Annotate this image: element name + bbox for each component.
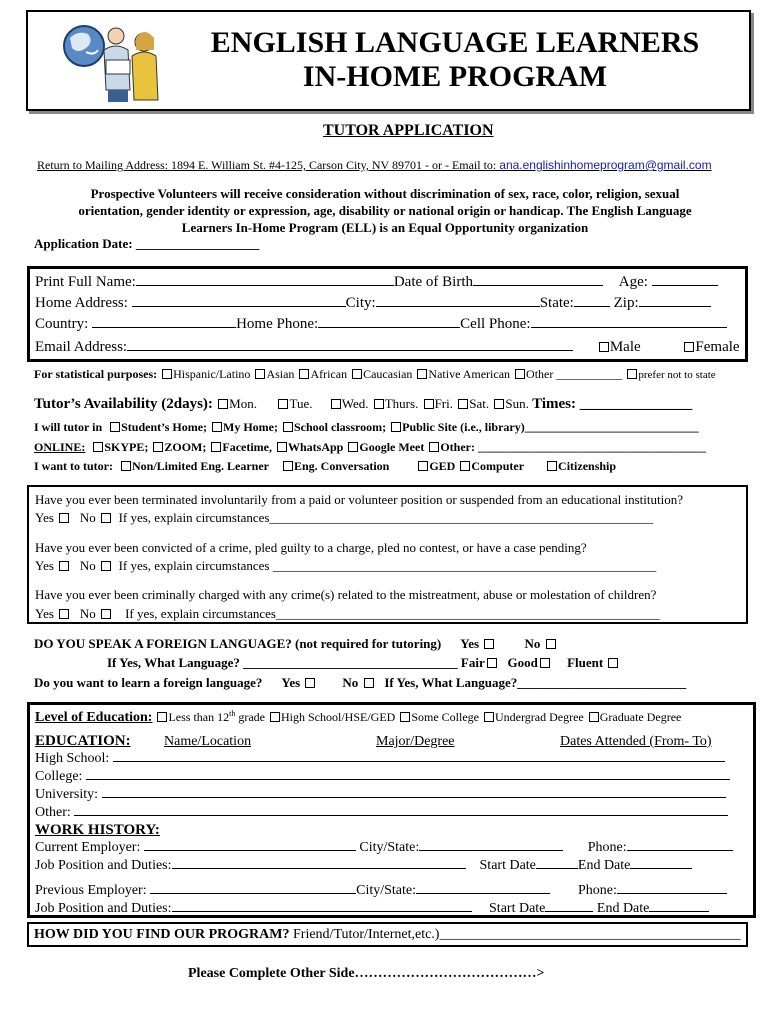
col-dates-attended: Dates Attended (From- To) xyxy=(560,734,712,749)
previous-position-row[interactable]: Job Position and Duties: Start Date End Date xyxy=(35,901,709,917)
fair-checkbox[interactable] xyxy=(487,658,497,668)
caucasian-checkbox[interactable] xyxy=(352,369,362,379)
thurs-checkbox[interactable] xyxy=(374,399,384,409)
undergrad-checkbox[interactable] xyxy=(484,712,494,722)
zoom-checkbox[interactable] xyxy=(153,442,163,452)
non-limited-checkbox[interactable] xyxy=(121,461,131,471)
skype-checkbox[interactable] xyxy=(93,442,103,452)
personal-row-4: Email Address: Male Female xyxy=(35,339,740,355)
statistical-row: For statistical purposes: Hispanic/Latino Asian African Caucasian Native American Other ___________ prefer not to state xyxy=(34,367,716,381)
page-title: ENGLISH LANGUAGE LEARNERS IN-HOME PROGRAM xyxy=(210,26,700,93)
logo-icon xyxy=(58,20,176,104)
ged-checkbox[interactable] xyxy=(418,461,428,471)
fluent-checkbox[interactable] xyxy=(608,658,618,668)
previous-employer-row[interactable]: Previous Employer: City/State: Phone: xyxy=(35,883,727,899)
african-checkbox[interactable] xyxy=(299,369,309,379)
learn-no-checkbox[interactable] xyxy=(364,678,374,688)
question-1: Have you ever been terminated involuntarily from a paid or volunteer position or suspended from an educational institution? Yes No If yes, explain circumstances___________________________________________________________ xyxy=(35,492,684,525)
availability-row: Tutor’s Availability (2days): Mon. Tue. Wed. Thurs. Fri. Sat. Sun. Times: _______________ xyxy=(34,396,693,412)
some-college-checkbox[interactable] xyxy=(400,712,410,722)
high-school-row[interactable]: High School: xyxy=(35,751,725,767)
hispanic-checkbox[interactable] xyxy=(162,369,172,379)
students-home-checkbox[interactable] xyxy=(110,422,120,432)
foreign-language-row: DO YOU SPEAK A FOREIGN LANGUAGE? (not required for tutoring) Yes No xyxy=(34,636,557,652)
q3-yes-checkbox[interactable] xyxy=(59,609,69,619)
q1-yes-checkbox[interactable] xyxy=(59,513,69,523)
online-row: ONLINE: SKYPE; ZOOM; Facetime, WhatsApp Google Meet Other: ______________________________________ xyxy=(34,440,706,454)
female-checkbox[interactable] xyxy=(684,342,694,352)
asian-checkbox[interactable] xyxy=(255,369,265,379)
graduate-checkbox[interactable] xyxy=(589,712,599,722)
university-row[interactable]: University: xyxy=(35,787,726,803)
my-home-checkbox[interactable] xyxy=(212,422,222,432)
sat-checkbox[interactable] xyxy=(458,399,468,409)
question-2: Have you ever been convicted of a crime, pled guilty to a charge, pled no contest, or have a case pending? Yes No If yes, explain circumstances ___________________________________________________________ xyxy=(35,540,657,573)
return-address xyxy=(37,158,712,173)
other-online-checkbox[interactable] xyxy=(429,442,439,452)
native-american-checkbox[interactable] xyxy=(417,369,427,379)
other-race-checkbox[interactable] xyxy=(515,369,525,379)
learn-language-row: Do you want to learn a foreign language? Yes No If Yes, What Language?__________________________ xyxy=(34,675,687,690)
q2-yes-checkbox[interactable] xyxy=(59,561,69,571)
footer-note: Please Complete Other Side…………………………………> xyxy=(188,966,545,981)
facetime-checkbox[interactable] xyxy=(211,442,221,452)
personal-row-2: Home Address: City: State: Zip: xyxy=(35,295,711,312)
high-school-checkbox[interactable] xyxy=(270,712,280,722)
fri-checkbox[interactable] xyxy=(424,399,434,409)
male-checkbox[interactable] xyxy=(599,342,609,352)
whatsapp-checkbox[interactable] xyxy=(277,442,287,452)
language-level-row: If Yes, What Language? _________________________________ Fair Good Fluent xyxy=(107,655,619,671)
q2-no-checkbox[interactable] xyxy=(101,561,111,571)
college-row[interactable]: College: xyxy=(35,769,730,785)
col-major-degree: Major/Degree xyxy=(376,734,455,749)
work-history-heading: WORK HISTORY: xyxy=(35,822,160,838)
speak-no-checkbox[interactable] xyxy=(546,639,556,649)
public-site-checkbox[interactable] xyxy=(391,422,401,432)
personal-row-3: Country: Home Phone: Cell Phone: xyxy=(35,316,727,333)
eng-conversation-checkbox[interactable] xyxy=(283,461,293,471)
personal-row-1: Print Full Name: Date of Birth Age: xyxy=(35,274,718,291)
citizenship-checkbox[interactable] xyxy=(547,461,557,471)
application-date[interactable]: Application Date: ___________________ xyxy=(34,236,260,251)
good-checkbox[interactable] xyxy=(540,658,550,668)
col-name-location: Name/Location xyxy=(164,734,252,749)
form-subtitle: TUTOR APPLICATION xyxy=(323,122,494,139)
speak-yes-checkbox[interactable] xyxy=(484,639,494,649)
education-heading: EDUCATION: xyxy=(35,733,131,749)
learn-yes-checkbox[interactable] xyxy=(305,678,315,688)
wed-checkbox[interactable] xyxy=(331,399,341,409)
school-classroom-checkbox[interactable] xyxy=(283,422,293,432)
current-position-row[interactable]: Job Position and Duties: Start Date End Date xyxy=(35,858,692,874)
tue-checkbox[interactable] xyxy=(278,399,288,409)
sun-checkbox[interactable] xyxy=(494,399,504,409)
tutor-type-row: I want to tutor: Non/Limited Eng. Learner Eng. Conversation GED Computer Citizenship xyxy=(34,459,617,473)
find-program-row[interactable]: HOW DID YOU FIND OUR PROGRAM? Friend/Tutor/Internet,etc.)___________________________________________ xyxy=(34,927,741,942)
prefer-not-checkbox[interactable] xyxy=(627,369,637,379)
mon-checkbox[interactable] xyxy=(218,399,228,409)
eeo-notice: Prospective Volunteers will receive consideration without discrimination of sex, race, color, religion, sexual orientation, gender identity or expression, age, disability or national origin or handicap. The English Language Learners In-Home Program (ELL) is an Equal Opportunity organization xyxy=(78,186,692,235)
computer-checkbox[interactable] xyxy=(460,461,470,471)
q1-no-checkbox[interactable] xyxy=(101,513,111,523)
return-text: Return to Mailing Address: 1894 E. William St. #4-125, Carson City, NV 89701 - or - Email to: xyxy=(37,158,500,172)
less-than-12-checkbox[interactable] xyxy=(157,712,167,722)
google-meet-checkbox[interactable] xyxy=(348,442,358,452)
email-link[interactable]: ana.englishinhomeprogram@gmail.com xyxy=(499,158,712,172)
education-level-row: Level of Education: Less than 12th grade High School/HSE/GED Some College Undergrad Degree Graduate Degree xyxy=(35,709,682,725)
other-row[interactable]: Other: xyxy=(35,805,728,821)
current-employer-row[interactable]: Current Employer: City/State: Phone: xyxy=(35,840,733,856)
tutor-location-row: I will tutor in Student’s Home; My Home; School classroom; Public Site (i.e., library)_____________________________ xyxy=(34,420,699,434)
question-3: Have you ever been criminally charged with any crime(s) related to the mistreatment, abuse or molestation of children? Yes No If yes, explain circumstances___________________________________________________________ xyxy=(35,587,660,621)
q3-no-checkbox[interactable] xyxy=(101,609,111,619)
